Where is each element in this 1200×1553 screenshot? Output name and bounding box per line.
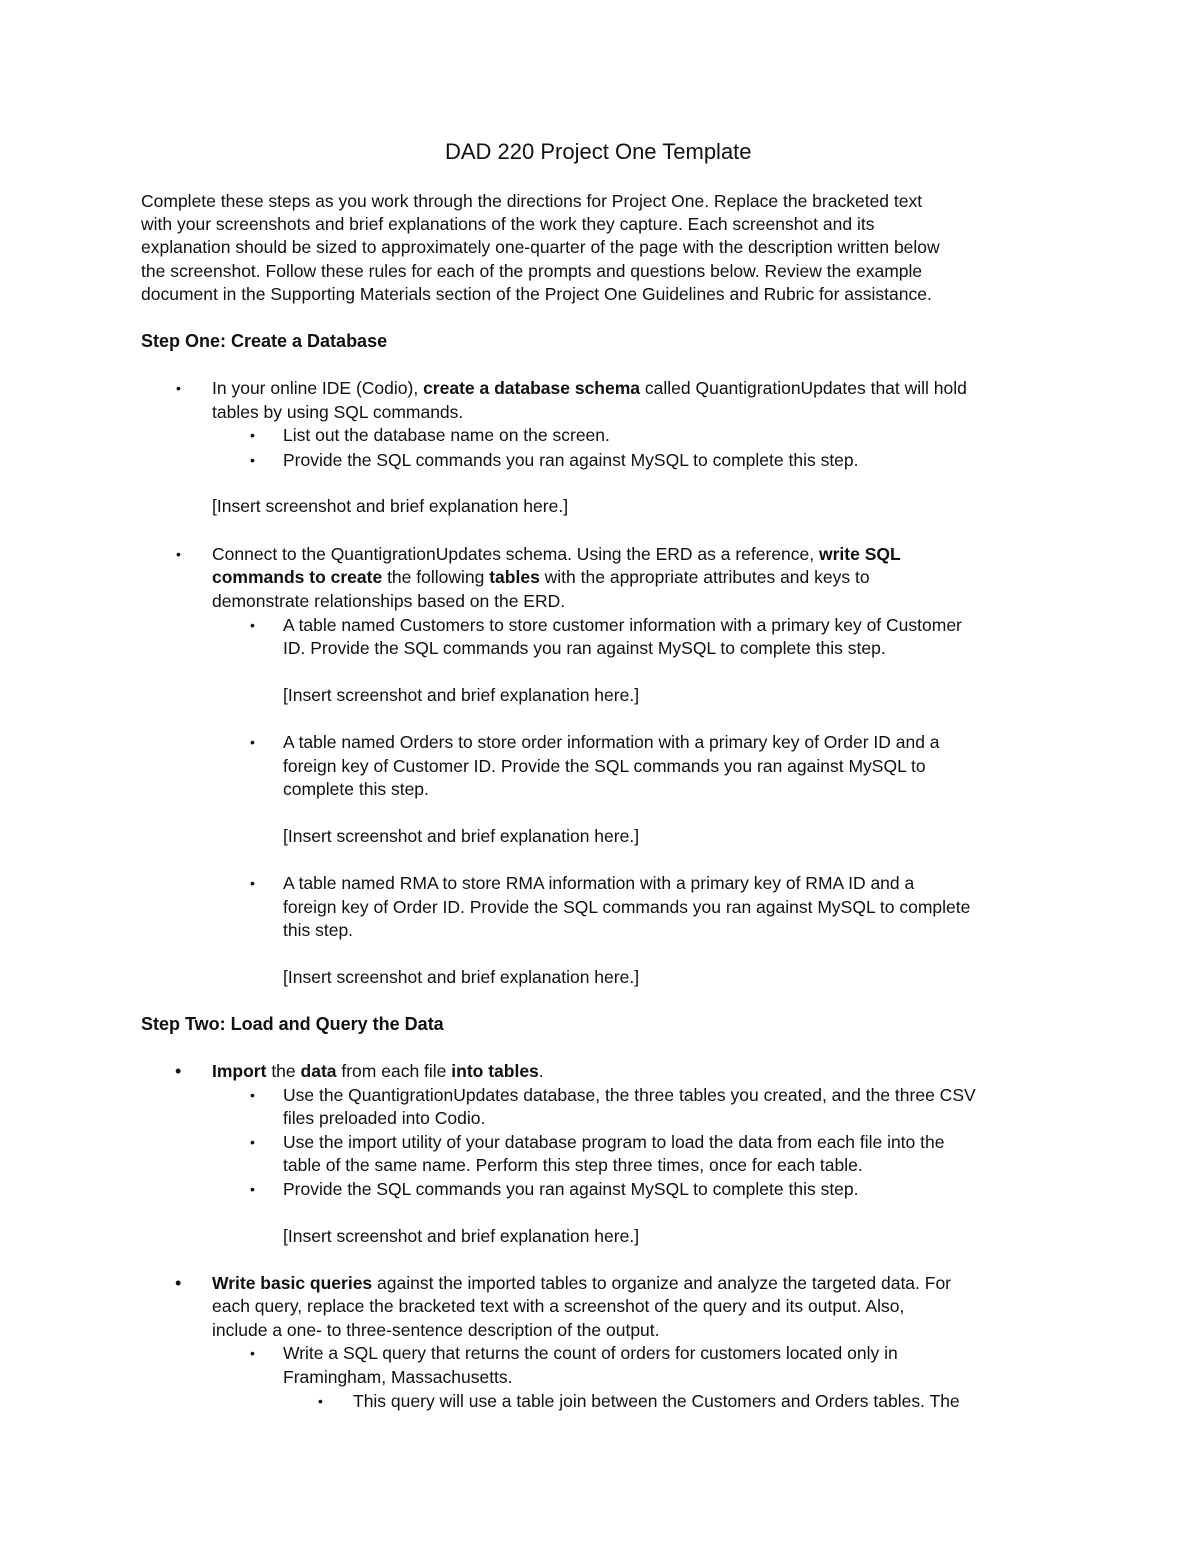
bullet-icon: • [250,452,255,468]
list-item-line: include a one- to three-sentence description of the output. [212,1320,660,1340]
bold-run: Import [212,1061,267,1081]
bullet-icon: • [250,1134,255,1150]
text-run: Connect to the QuantigrationUpdates schema. Using the ERD as a reference, [212,544,819,564]
sub-list-item-line: complete this step. [283,779,429,799]
bold-run: commands to create [212,567,383,587]
sub-list-item-line: foreign key of Order ID. Provide the SQL commands you ran against MySQL to complete [283,897,971,917]
list-item-write-queries [212,1271,951,1295]
sub-list-item-line: files preloaded into Codio. [283,1108,486,1128]
screenshot-placeholder: [Insert screenshot and brief explanation here.] [283,967,640,987]
bold-run: write SQL [819,544,901,564]
sub-list-item: Provide the SQL commands you ran against MySQL to complete this step. [283,1179,859,1199]
list-item-create-schema [212,376,967,400]
list-item-create-tables [212,542,901,566]
sub-list-item: Use the import utility of your database program to load the data from each file into the [283,1132,945,1152]
intro-line: document in the Supporting Materials section of the Project One Guidelines and Rubric for assistance. [141,284,932,304]
list-item-line [212,565,870,589]
bullet-icon: • [176,546,181,562]
screenshot-placeholder: [Insert screenshot and brief explanation here.] [283,1226,640,1246]
document-title: DAD 220 Project One Template [445,139,752,164]
bullet-icon: • [250,1345,255,1361]
intro-line: Complete these steps as you work through the directions for Project One. Replace the bracketed text [141,191,923,211]
step-two-heading: Step Two: Load and Query the Data [141,1014,444,1034]
sub-list-item-line: table of the same name. Perform this step three times, once for each table. [283,1155,863,1175]
bullet-icon: • [250,427,255,443]
bold-run: into tables [451,1061,539,1081]
sub-list-item-rma: A table named RMA to store RMA information with a primary key of RMA ID and a [283,873,915,893]
intro-line: explanation should be sized to approximately one-quarter of the page with the description written below [141,237,940,257]
list-item-import-data [212,1059,544,1083]
text-run: In your online IDE (Codio), [212,378,424,398]
sub-list-item-customers: A table named Customers to store customer information with a primary key of Customer [283,615,962,635]
sub-list-item-orders: A table named Orders to store order information with a primary key of Order ID and a [283,732,940,752]
step-one-heading: Step One: Create a Database [141,331,388,351]
text-run: with the appropriate attributes and keys to [539,567,870,587]
bullet-icon: • [250,734,255,750]
text-run: from each file [336,1061,452,1081]
bold-run: data [300,1061,337,1081]
text-run: called QuantigrationUpdates that will hold [640,378,967,398]
sub-list-item: List out the database name on the screen. [283,425,610,445]
sub-list-item-framingham-query: Write a SQL query that returns the count of orders for customers located only in [283,1343,898,1363]
bold-run: create a database schema [423,378,641,398]
bold-run: Write basic queries [212,1273,373,1293]
intro-line: the screenshot. Follow these rules for each of the prompts and questions below. Review the example [141,261,923,281]
text-run: against the imported tables to organize and analyze the targeted data. For [372,1273,952,1293]
sub-list-item-line: Framingham, Massachusetts. [283,1367,513,1387]
sub-list-item-line: ID. Provide the SQL commands you ran against MySQL to complete this step. [283,638,886,658]
bullet-icon: • [176,380,181,396]
text-run: the [266,1061,301,1081]
screenshot-placeholder: [Insert screenshot and brief explanation here.] [283,685,640,705]
list-item-line: each query, replace the bracketed text with a screenshot of the query and its output. Also, [212,1296,905,1316]
sub-list-item-line: this step. [283,920,354,940]
bullet-icon: • [318,1393,323,1409]
bullet-icon: • [175,1273,182,1293]
bullet-icon: • [250,1087,255,1103]
sub-list-item: Use the QuantigrationUpdates database, the three tables you created, and the three CSV [283,1085,976,1105]
text-run: the following [382,567,490,587]
bullet-icon: • [250,617,255,633]
sub-sub-list-item: This query will use a table join between the Customers and Orders tables. The [353,1391,960,1411]
bullet-icon: • [175,1061,182,1081]
intro-line: with your screenshots and brief explanations of the work they capture. Each screenshot and its [141,214,875,234]
list-item-line: tables by using SQL commands. [212,402,464,422]
bullet-icon: • [250,1181,255,1197]
bullet-icon: • [250,875,255,891]
list-item-line: demonstrate relationships based on the ERD. [212,591,566,611]
bold-run: tables [489,567,540,587]
screenshot-placeholder: [Insert screenshot and brief explanation here.] [212,496,569,516]
screenshot-placeholder: [Insert screenshot and brief explanation here.] [283,826,640,846]
text-run: . [538,1061,544,1081]
sub-list-item-line: foreign key of Customer ID. Provide the SQL commands you ran against MySQL to [283,756,926,776]
sub-list-item: Provide the SQL commands you ran against MySQL to complete this step. [283,450,859,470]
